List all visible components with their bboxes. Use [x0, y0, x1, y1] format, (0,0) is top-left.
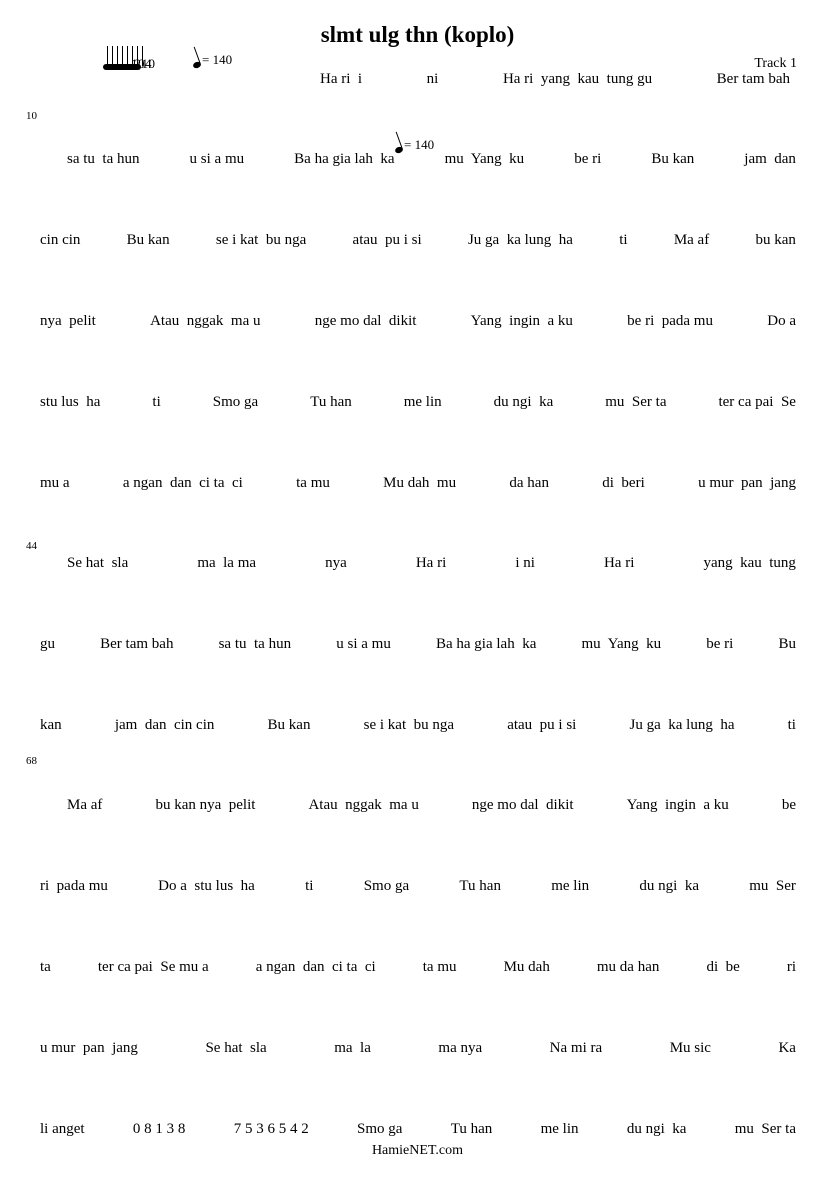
lyric-syllable-group: me lin — [540, 1121, 579, 1137]
lyric-syllable-group: mu da han — [596, 959, 660, 975]
lyric-syllable-group: bu kan — [755, 232, 796, 248]
lyric-syllable-group: me lin — [403, 394, 442, 410]
lyric-syllable-group: be ri pada mu — [627, 313, 713, 329]
lyric-syllable-group: mu Yang ku — [581, 636, 662, 652]
lyric-syllable-group: ma la — [334, 1040, 371, 1056]
lyric-syllable-group: du ngi ka — [639, 878, 699, 894]
lyric-syllable-group: bu kan nya pelit — [155, 797, 256, 813]
lyric-syllable-group: ni — [426, 71, 439, 87]
lyric-line — [40, 1040, 796, 1057]
lyric-syllable-group: Ber tam bah — [100, 636, 174, 652]
tempo-value-2: = 140 — [404, 137, 435, 152]
lyric-syllable-group: ti — [305, 878, 314, 894]
lyric-syllable-group: Bu kan — [651, 151, 695, 167]
lyric-syllable-group: Ma af — [673, 232, 710, 248]
lyric-syllable-group: i ni — [515, 555, 535, 571]
lyric-syllable-group: yang kau tung — [703, 555, 796, 571]
lyric-syllable-group: Tu han — [459, 878, 501, 894]
lyric-syllable-group: Bu kan — [126, 232, 170, 248]
lyric-syllable-group: Ka — [778, 1040, 796, 1056]
lyric-syllable-group: be ri — [574, 151, 602, 167]
lyric-syllable-group: se i kat bu nga — [363, 717, 455, 733]
lyric-syllable-group: Ju ga ka lung ha — [629, 717, 735, 733]
lyric-syllable-group: Bu — [778, 636, 796, 652]
lyric-syllable-group: Ha ri — [415, 555, 447, 571]
lyric-syllable-group: ti — [152, 394, 161, 410]
lyric-syllable-group: u mur pan jang — [698, 475, 796, 491]
lyric-syllable-group: Se hat sla — [67, 555, 129, 571]
lyric-line — [40, 394, 796, 411]
lyric-syllable-group: Ju ga ka lung ha — [467, 232, 573, 248]
lyric-syllable-group: sa tu ta hun — [67, 151, 140, 167]
lyric-syllable-group: mu Ser ta — [734, 1121, 796, 1137]
lyric-syllable-group: Ba ha gia lah ka — [294, 151, 395, 167]
lyric-syllable-group: a ngan dan ci ta ci — [122, 475, 243, 491]
lyric-line — [40, 959, 796, 976]
lyric-syllable-group: ta — [40, 959, 51, 975]
lyric-line — [67, 151, 796, 168]
bar-number: 44 — [26, 540, 37, 552]
lyric-syllable-group: nge mo dal dikit — [471, 797, 574, 813]
lyric-syllable-group: Yang ingin a ku — [626, 797, 729, 813]
lyric-syllable-group: stu lus ha — [40, 394, 101, 410]
lyric-syllable-group: Mu dah mu — [383, 475, 457, 491]
overlapped-tempo-marks — [103, 44, 193, 70]
lyric-syllable-group: ri — [786, 959, 796, 975]
lyric-syllable-group: Do a — [767, 313, 796, 329]
lyric-line — [67, 555, 796, 572]
bar-number: 68 — [26, 755, 37, 767]
lyric-line — [40, 232, 796, 249]
overlapped-tempo-number: 120140 — [131, 56, 152, 71]
lyric-syllable-group: Yang ingin a ku — [470, 313, 573, 329]
lyric-syllable-group: Mu dah — [503, 959, 550, 975]
lyric-syllable-group: sa tu ta hun — [218, 636, 292, 652]
lyric-syllable-group: Tu han — [450, 1121, 493, 1137]
lyric-syllable-group: Na mi ra — [549, 1040, 603, 1056]
lyric-syllable-group: mu a — [40, 475, 70, 491]
lyric-syllable-group: u mur pan jang — [40, 1040, 138, 1056]
lyric-syllable-group: kan — [40, 717, 62, 733]
lyric-syllable-group: u si a mu — [189, 151, 245, 167]
lyric-syllable-group: Ba ha gia lah ka — [435, 636, 537, 652]
lyric-syllable-group: ti — [787, 717, 796, 733]
lyric-syllable-group: Ma af — [67, 797, 103, 813]
lyric-syllable-group: Mu sic — [669, 1040, 711, 1056]
lyric-syllable-group: Smo ga — [212, 394, 259, 410]
track-label: Track 1 — [754, 56, 797, 71]
lyric-syllable-group: di beri — [602, 475, 645, 491]
lyric-syllable-group: gu — [40, 636, 55, 652]
lyric-syllable-group: mu Ser — [749, 878, 796, 894]
lyric-syllable-group: ter ca pai Se — [718, 394, 796, 410]
lyric-syllable-group: atau pu i si — [352, 232, 422, 248]
lyric-syllable-group: nya pelit — [40, 313, 96, 329]
lyric-syllable-group: u si a mu — [336, 636, 391, 652]
lyric-syllable-group: da han — [509, 475, 549, 491]
lyric-syllable-group: ta mu — [422, 959, 457, 975]
lyric-line — [40, 636, 796, 653]
lyric-syllable-group: 0 8 1 3 8 — [132, 1121, 186, 1137]
lyric-syllable-group: ma nya — [438, 1040, 483, 1056]
lyric-line — [40, 878, 796, 895]
lyric-line — [40, 313, 796, 330]
lyric-syllable-group: jam dan cin cin — [114, 717, 215, 733]
lyric-syllable-group: li anget — [40, 1121, 85, 1137]
lyric-syllable-group: ta mu — [296, 475, 330, 491]
tempo-value: = 140 — [202, 52, 233, 67]
lyric-syllable-group: me lin — [551, 878, 590, 894]
lyric-syllable-group: ri pada mu — [40, 878, 108, 894]
lyric-syllable-group: Se hat sla — [205, 1040, 267, 1056]
lyric-syllable-group: nya — [325, 555, 347, 571]
lyric-syllable-group: Atau nggak ma u — [308, 797, 419, 813]
tempo-marking — [193, 52, 232, 68]
lyric-syllable-group: Atau nggak ma u — [150, 313, 261, 329]
lyric-line — [40, 1121, 796, 1138]
lyric-syllable-group: Tu han — [310, 394, 352, 410]
quarter-note-icon — [192, 61, 202, 69]
lyric-syllable-group: a ngan dan ci ta ci — [255, 959, 376, 975]
lyric-syllable-group: di be — [706, 959, 740, 975]
lyric-syllable-group: Ha ri i — [320, 71, 363, 87]
lyric-syllable-group: ma la ma — [197, 555, 257, 571]
lyric-syllable-group: mu Yang ku — [444, 151, 525, 167]
lyric-line — [40, 717, 796, 734]
lyric-syllable-group: Ha ri yang kau tung gu — [502, 71, 653, 87]
lyric-syllable-group: cin cin — [40, 232, 81, 248]
lyric-syllable-group: be — [781, 797, 796, 813]
lyric-line — [320, 71, 790, 88]
lyric-syllable-group: jam dan — [744, 151, 796, 167]
lyric-syllable-group: be ri — [706, 636, 734, 652]
lyric-syllable-group: ter ca pai Se mu a — [97, 959, 209, 975]
lyric-syllable-group: se i kat bu nga — [215, 232, 307, 248]
lyric-line — [40, 475, 796, 492]
lyric-syllable-group: atau pu i si — [507, 717, 577, 733]
lyric-syllable-group: du ngi ka — [626, 1121, 687, 1137]
footer-site: HamieNET.com — [371, 1143, 464, 1158]
lyric-syllable-group: Ber tam bah — [716, 71, 790, 87]
bar-number: 10 — [26, 110, 37, 122]
lyric-syllable-group: Ha ri — [603, 555, 635, 571]
score-title: slmt ulg thn (koplo) — [320, 22, 515, 47]
lyric-syllable-group: 7 5 3 6 5 4 2 — [233, 1121, 309, 1137]
lyric-syllable-group: mu Ser ta — [605, 394, 667, 410]
lyric-syllable-group: Smo ga — [363, 878, 410, 894]
lyric-syllable-group: Bu kan — [267, 717, 311, 733]
lyric-syllable-group: Smo ga — [357, 1121, 403, 1137]
lyric-syllable-group: Do a stu lus ha — [158, 878, 255, 894]
lyric-syllable-group: du ngi ka — [493, 394, 554, 410]
lyric-syllable-group: ti — [619, 232, 628, 248]
lyric-line — [67, 797, 796, 814]
lyric-syllable-group: nge mo dal dikit — [314, 313, 417, 329]
